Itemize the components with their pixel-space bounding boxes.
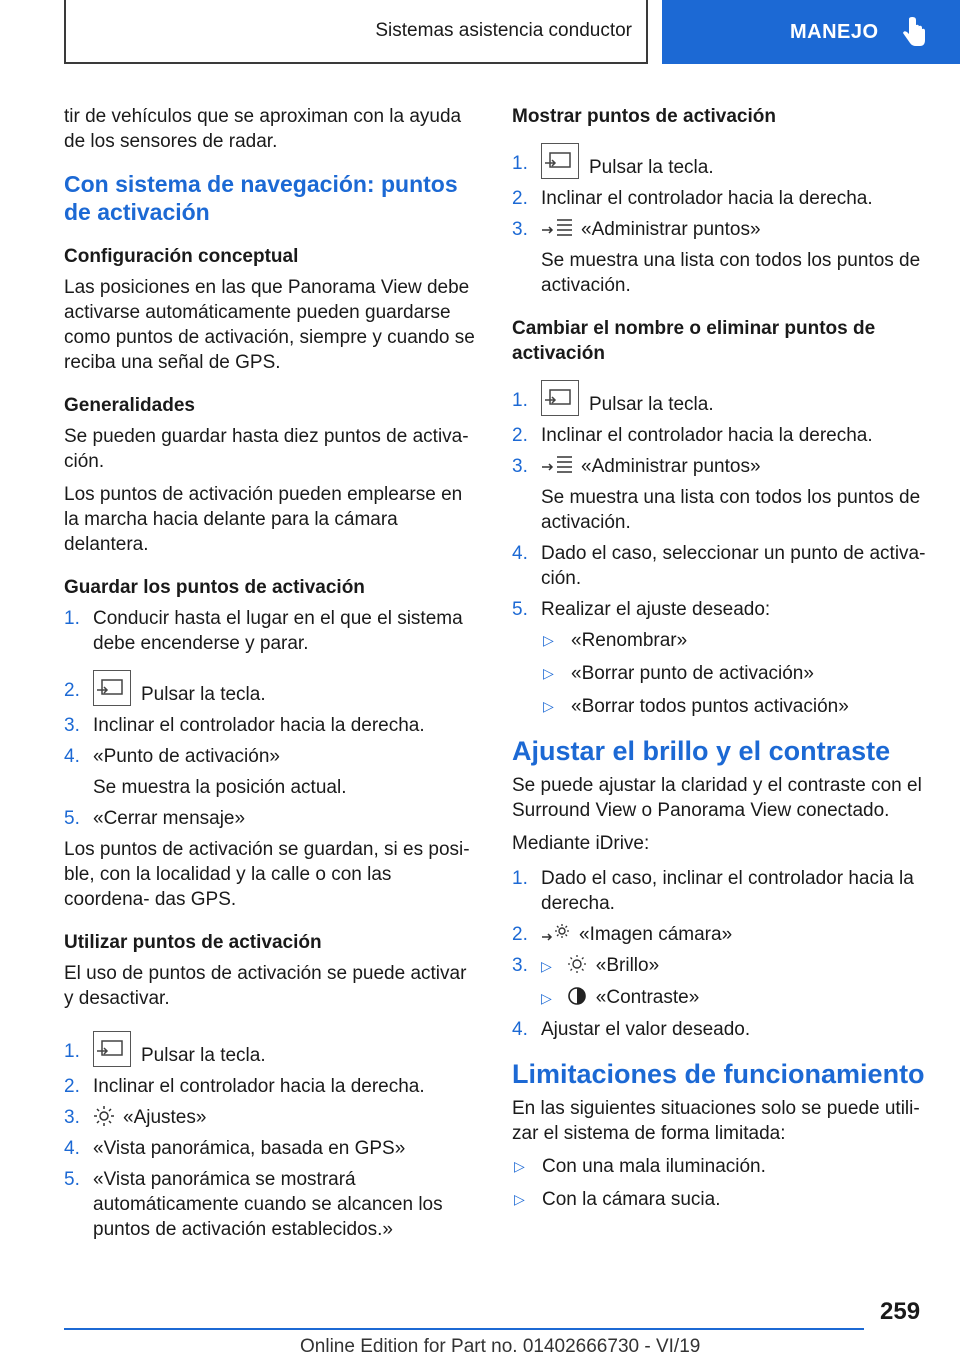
rename-option: [541, 628, 926, 653]
camera-settings-icon: [541, 922, 571, 944]
limit-text: Con una mala iluminación.: [542, 1156, 766, 1177]
brightness-title: Ajustar el brillo y el contraste: [512, 736, 891, 766]
limit-item: [512, 1154, 926, 1179]
step-text: Inclinar el controlador hacia la derecha.: [541, 425, 873, 446]
step-number: 1.: [512, 868, 528, 889]
use-step-2: [64, 1074, 478, 1099]
general-text-1: Se pueden guardar hasta diez puntos de activa‐ ción.: [64, 426, 469, 472]
use-heading: Utilizar puntos de activación: [64, 932, 322, 953]
step-text: Inclinar el controlador hacia la derecha.: [541, 188, 873, 209]
step-number: 2.: [512, 425, 528, 446]
delete-all-option: [541, 694, 926, 719]
step-number: 4.: [64, 1138, 80, 1159]
step-number: 3.: [512, 219, 528, 240]
option-text: «Borrar todos puntos activación»: [571, 696, 849, 717]
manage-points-icon: [541, 454, 573, 476]
show-heading: Mostrar puntos de activación: [512, 106, 776, 127]
step-text: Inclinar el controlador hacia la derecha.: [93, 715, 425, 736]
step-text: Ajustar el valor deseado.: [541, 1019, 751, 1040]
option-text: «Renombrar»: [571, 630, 688, 651]
brightness-text: Se puede ajustar la claridad y el contraste con el Surround View o Panorama View conectado.: [512, 775, 922, 821]
save-step-5: [64, 806, 478, 831]
triangle-bullet-icon: ▷: [543, 698, 554, 714]
step-number: 2.: [64, 1076, 80, 1097]
step-text: «Cerrar mensaje»: [93, 808, 246, 829]
step-subtext: Se muestra una lista con todos los puntos de activación.: [541, 250, 921, 296]
show-step-1: [512, 143, 926, 180]
step-text: «Imagen cámara»: [579, 924, 733, 945]
rename-step-3: [512, 454, 926, 535]
step-text: «Contraste»: [595, 987, 700, 1008]
general-text-2: Los puntos de activación pueden emplearse en la marcha hacia delante para la cámara delantera.: [64, 484, 463, 555]
limits-text: En las siguientes situaciones solo se puede utili‐ zar el sistema de forma limitada:: [512, 1098, 920, 1144]
page-number: 259: [880, 1298, 921, 1325]
save-step-3: [64, 713, 478, 738]
triangle-bullet-icon: ▷: [541, 990, 552, 1006]
camera-key-icon: [93, 1031, 131, 1067]
step-text: Dado el caso, inclinar el controlador hacia la derecha.: [541, 868, 914, 914]
step-number: 3.: [64, 715, 80, 736]
triangle-bullet-icon: ▷: [543, 665, 554, 681]
step-subtext: Se muestra una lista con todos los puntos de activación.: [541, 487, 921, 533]
step-text: Pulsar la tecla.: [141, 684, 266, 705]
use-step-1: [64, 1031, 478, 1068]
idrive-text: Mediante iDrive:: [512, 833, 650, 854]
header-section-title: Sistemas asistencia conductor: [375, 20, 632, 41]
triangle-bullet-icon: ▷: [541, 958, 552, 974]
right-column: [512, 104, 926, 1220]
step-text: «Punto de activación»: [93, 746, 280, 767]
step-text: Realizar el ajuste deseado:: [541, 599, 771, 620]
step-text: «Brillo»: [595, 955, 660, 976]
header-section-box: [64, 0, 648, 64]
brightness-step-4: [512, 1017, 926, 1042]
step-text: «Vista panorámica se mostrará automáticamente cuando se alcancen los puntos de activación establecidos.»: [93, 1169, 443, 1240]
limits-title: Limitaciones de funcionamiento: [512, 1059, 925, 1089]
brightness-icon: [566, 953, 588, 975]
step-text: «Administrar puntos»: [581, 456, 761, 477]
step-subtext: Se muestra la posición actual.: [93, 777, 347, 798]
step-number: 4.: [64, 746, 80, 767]
rename-step-5: [512, 597, 926, 622]
step-number: 2.: [512, 924, 528, 945]
camera-key-icon: [93, 670, 131, 706]
nav-activation-title: Con sistema de navegación: puntos de activación: [64, 171, 458, 225]
triangle-bullet-icon: ▷: [543, 632, 554, 648]
step-number: 1.: [512, 390, 528, 411]
step-number: 1.: [512, 153, 528, 174]
limit-item: [512, 1187, 926, 1212]
triangle-bullet-icon: ▷: [514, 1191, 525, 1207]
step-number: 4.: [512, 1019, 528, 1040]
header-chapter-title: MANEJO: [790, 20, 879, 43]
use-step-5: [64, 1167, 478, 1242]
concept-heading: Configuración conceptual: [64, 246, 299, 267]
step-number: 3.: [512, 955, 528, 976]
step-number: 1.: [64, 608, 80, 629]
step-text: Pulsar la tecla.: [589, 157, 714, 178]
step-text: Dado el caso, seleccionar un punto de activa‐ ción.: [541, 543, 926, 589]
step-text: Conducir hasta el lugar en el que el sistema debe encenderse y parar.: [93, 608, 463, 654]
save-step-1: [64, 606, 478, 656]
show-step-3: [512, 217, 926, 298]
manage-points-icon: [541, 217, 573, 239]
step-text: «Vista panorámica, basada en GPS»: [93, 1138, 406, 1159]
brightness-step-3: [512, 953, 926, 979]
step-number: 4.: [512, 543, 528, 564]
brightness-step-2: [512, 922, 926, 947]
brightness-step-1: [512, 866, 926, 916]
step-number: 5.: [64, 1169, 80, 1190]
step-text: «Administrar puntos»: [581, 219, 761, 240]
general-heading: Generalidades: [64, 395, 195, 416]
step-number: 2.: [64, 680, 80, 701]
gear-icon: [93, 1105, 115, 1127]
use-step-3: [64, 1105, 478, 1130]
rename-step-4: [512, 541, 926, 591]
step-text: «Ajustes»: [123, 1107, 207, 1128]
save-step-4: [64, 744, 478, 800]
step-number-spacer: [512, 985, 541, 1011]
save-heading: Guardar los puntos de activación: [64, 577, 365, 598]
triangle-bullet-icon: ▷: [514, 1158, 525, 1174]
brightness-step-3b: [512, 985, 926, 1011]
save-after-text: Los puntos de activación se guardan, si es posi‐ ble, con la localidad y la calle o con las coordena‐ das GPS.: [64, 839, 470, 910]
delete-option: [541, 661, 926, 686]
step-number: 1.: [64, 1041, 80, 1062]
step-number: 3.: [64, 1107, 80, 1128]
header-chapter-tab: [662, 0, 960, 64]
use-text: El uso de puntos de activación se puede activar y desactivar.: [64, 963, 467, 1009]
step-text: Pulsar la tecla.: [141, 1045, 266, 1066]
step-number: 2.: [512, 188, 528, 209]
step-text: Inclinar el controlador hacia la derecha.: [93, 1076, 425, 1097]
camera-key-icon: [541, 143, 579, 179]
step-text: Pulsar la tecla.: [589, 394, 714, 415]
camera-key-icon: [541, 380, 579, 416]
footer-edition: Online Edition for Part no. 01402666730 - VI/19: [300, 1336, 701, 1357]
step-number: 5.: [512, 599, 528, 620]
concept-text: Las posiciones en las que Panorama View debe activarse automáticamente pueden guardarse como puntos de activación, siempre y cuando se reciba una señal de GPS.: [64, 277, 475, 373]
rename-step-1: [512, 380, 926, 417]
save-step-2: [64, 670, 478, 707]
left-column: [64, 104, 478, 1248]
footer-rule: [64, 1328, 864, 1330]
option-text: «Borrar punto de activación»: [571, 663, 814, 684]
step-number: 5.: [64, 808, 80, 829]
show-step-2: [512, 186, 926, 211]
use-step-4: [64, 1136, 478, 1161]
contrast-icon: [566, 985, 588, 1007]
step-number: 3.: [512, 456, 528, 477]
rename-heading: Cambiar el nombre o eliminar puntos de activación: [512, 318, 876, 364]
intro-paragraph: tir de vehículos que se aproximan con la ayuda de los sensores de radar.: [64, 106, 462, 152]
limit-text: Con la cámara sucia.: [542, 1189, 721, 1210]
rename-step-2: [512, 423, 926, 448]
hand-pointer-icon: [901, 17, 927, 47]
